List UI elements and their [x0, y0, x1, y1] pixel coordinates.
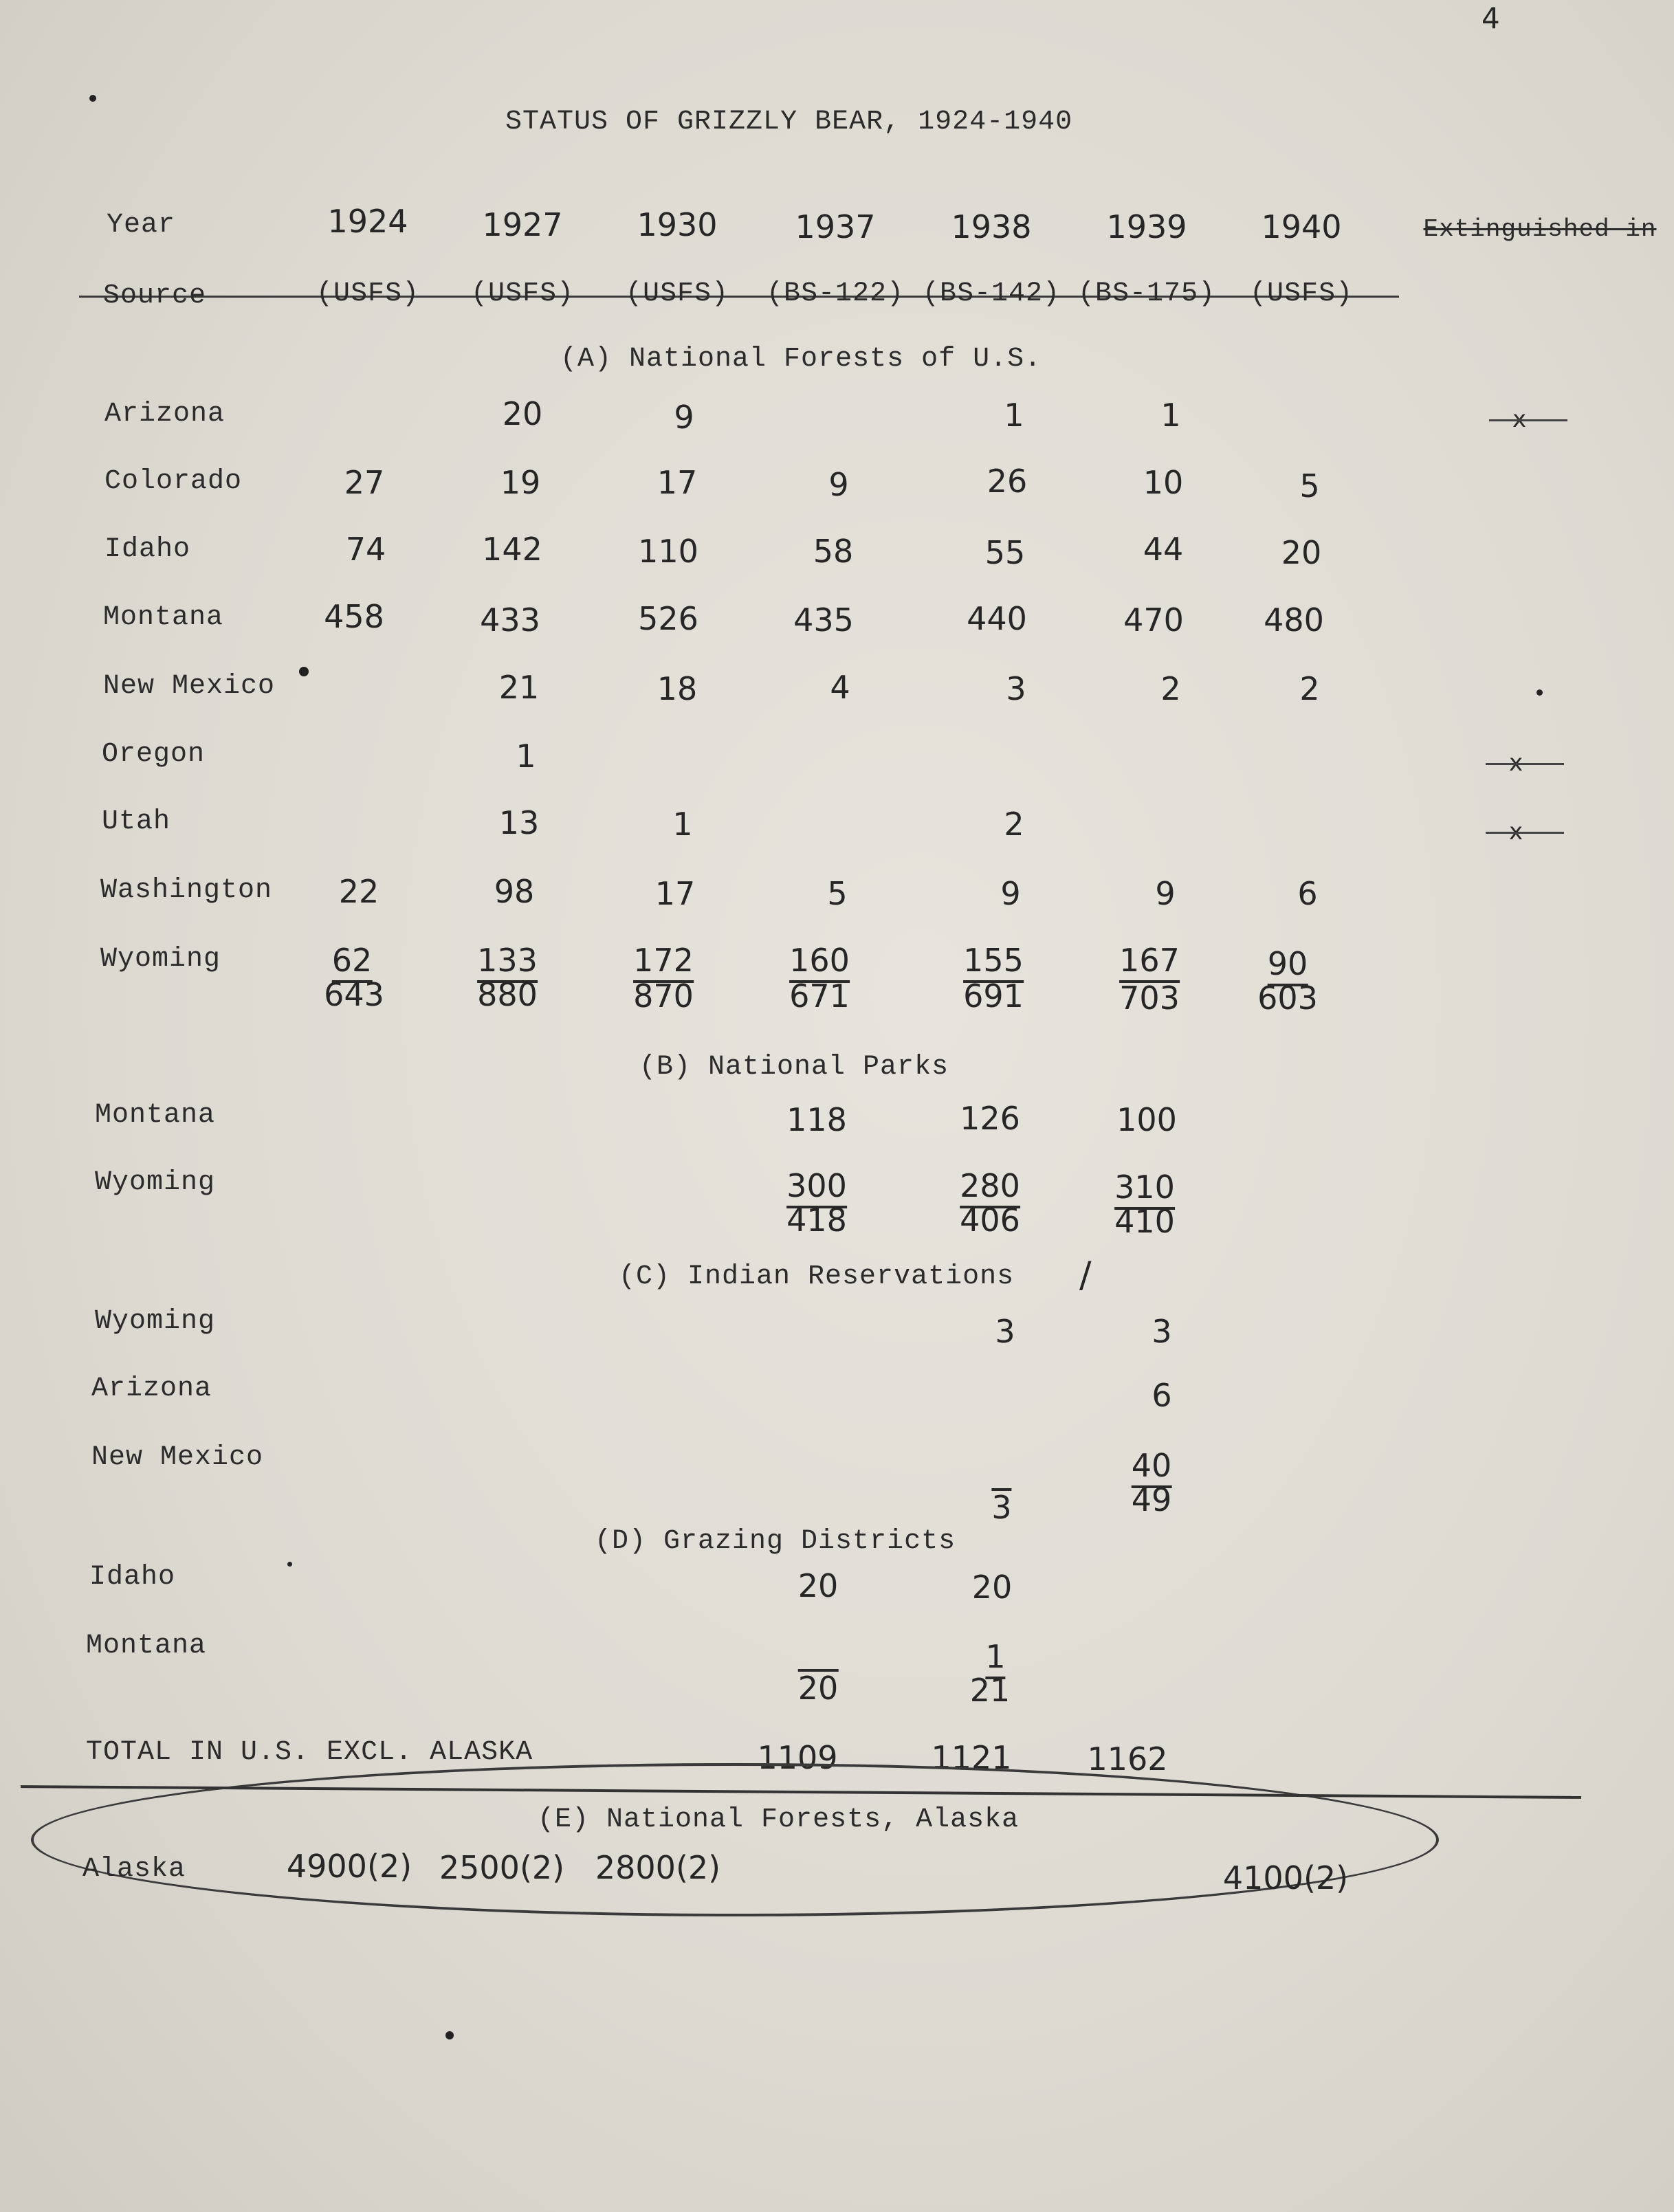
- cell: 6: [1297, 875, 1318, 912]
- total-c-1939: 49: [1131, 1481, 1172, 1518]
- cell: 62: [332, 942, 373, 983]
- cell: 17: [657, 464, 698, 501]
- total-a-1937: 671: [789, 977, 850, 1015]
- state-new-mexico-res: New Mexico: [91, 1442, 264, 1473]
- cell: 1: [672, 806, 693, 843]
- cell: 4900(2): [286, 1848, 412, 1885]
- source-1937: (BS-122): [766, 278, 905, 309]
- cell: 27: [344, 464, 385, 501]
- cell: 1: [516, 738, 536, 775]
- cell: 2: [1004, 806, 1024, 843]
- cell: 20: [971, 1569, 1013, 1606]
- grand-total-1938: 1121: [931, 1739, 1012, 1776]
- cell: 2800(2): [595, 1849, 721, 1886]
- state-idaho: Idaho: [104, 534, 191, 565]
- year-label: Year: [107, 210, 176, 241]
- cell: 55: [984, 534, 1026, 571]
- cell: 4100(2): [1222, 1859, 1349, 1896]
- cell: 21: [498, 669, 540, 706]
- cell: 90: [1268, 945, 1308, 986]
- year-1930: 1930: [637, 206, 718, 243]
- section-d-heading: (D) Grazing Districts: [595, 1526, 956, 1557]
- state-montana-parks: Montana: [95, 1100, 216, 1131]
- state-arizona-res: Arizona: [91, 1373, 212, 1404]
- extinct-mark-utah: x: [1509, 818, 1523, 845]
- cell: 9: [1155, 875, 1176, 912]
- state-washington: Washington: [100, 875, 273, 906]
- state-idaho-grazing: Idaho: [89, 1562, 176, 1593]
- source-1930: (USFS): [625, 278, 729, 309]
- cell: 5: [1299, 467, 1320, 505]
- ink-speck: [287, 1562, 292, 1567]
- state-new-mexico: New Mexico: [103, 671, 276, 702]
- total-a-1927: 880: [477, 976, 538, 1013]
- cell: 3: [1006, 670, 1026, 707]
- cell: 20: [502, 395, 543, 432]
- cell: 2: [1160, 670, 1181, 707]
- cell: 5: [827, 875, 848, 912]
- page-title: STATUS OF GRIZZLY BEAR, 1924-1940: [505, 107, 1073, 137]
- cell: 133: [477, 942, 538, 983]
- state-montana-grazing: Montana: [86, 1630, 207, 1661]
- cell: 440: [967, 600, 1027, 637]
- cell: 10: [1143, 464, 1184, 501]
- ink-speck: [299, 667, 309, 676]
- total-b-1939: 410: [1114, 1203, 1175, 1240]
- section-e-heading: (E) National Forests, Alaska: [538, 1804, 1020, 1835]
- total-a-1924: 643: [324, 976, 384, 1013]
- state-montana: Montana: [103, 602, 224, 633]
- cell: 310: [1114, 1169, 1175, 1210]
- grand-total-1939: 1162: [1087, 1740, 1168, 1778]
- state-wyoming: Wyoming: [100, 944, 221, 975]
- source-1940: (USFS): [1249, 278, 1354, 309]
- cell: 20: [797, 1567, 839, 1604]
- section-b-heading: (B) National Parks: [639, 1052, 949, 1083]
- grand-total-label: TOTAL IN U.S. EXCL. ALASKA: [86, 1737, 533, 1768]
- source-1924: (USFS): [316, 278, 420, 309]
- extinct-mark-oregon: x: [1509, 749, 1523, 777]
- cell: 2: [1299, 670, 1320, 707]
- cell: 44: [1143, 531, 1184, 568]
- year-1939: 1939: [1106, 208, 1187, 245]
- cell: 480: [1264, 601, 1324, 639]
- cell: 19: [500, 464, 541, 501]
- state-arizona: Arizona: [104, 399, 225, 430]
- state-wyoming-parks: Wyoming: [95, 1167, 216, 1198]
- cell: 160: [789, 942, 850, 983]
- source-1938: (BS-142): [922, 278, 1061, 309]
- ink-speck: [1537, 689, 1543, 696]
- cell: 172: [633, 942, 694, 983]
- cell: 26: [987, 463, 1028, 500]
- cell: 13: [498, 804, 540, 841]
- cell: 9: [828, 466, 849, 503]
- cell: 17: [654, 875, 696, 912]
- cell: 526: [638, 600, 698, 637]
- extinguished-header: Extinguished in: [1423, 215, 1657, 243]
- cell: 20: [1281, 534, 1322, 571]
- state-alaska: Alaska: [82, 1854, 186, 1885]
- ink-speck: [445, 2031, 454, 2039]
- cell: 9: [1000, 875, 1021, 912]
- cell: 1: [1160, 397, 1181, 434]
- total-c-1938: 3: [991, 1489, 1012, 1526]
- year-1937: 1937: [795, 208, 876, 245]
- cell: 433: [480, 601, 540, 639]
- cell: 280: [960, 1167, 1020, 1208]
- cell: 18: [657, 670, 698, 707]
- source-1927: (USFS): [470, 278, 575, 309]
- section-a-heading: (A) National Forests of U.S.: [560, 344, 1042, 375]
- cell: 40: [1132, 1447, 1172, 1488]
- cell: 58: [813, 533, 854, 570]
- total-a-1938: 691: [963, 977, 1024, 1015]
- state-colorado: Colorado: [104, 466, 243, 497]
- page-number: 4: [1482, 1, 1500, 35]
- state-wyoming-res: Wyoming: [95, 1306, 216, 1337]
- extinct-mark-arizona: x: [1512, 406, 1527, 433]
- cell: 74: [345, 531, 386, 568]
- cell: 2500(2): [439, 1849, 565, 1886]
- cell: 1: [1004, 397, 1024, 434]
- year-1938: 1938: [951, 208, 1032, 245]
- cell: 167: [1119, 942, 1180, 983]
- state-utah: Utah: [102, 806, 171, 837]
- cell: 6: [1152, 1377, 1172, 1414]
- section-c-heading: (C) Indian Reservations: [619, 1261, 1015, 1292]
- cell: 110: [638, 533, 698, 570]
- slash-mark: /: [1079, 1254, 1092, 1296]
- total-a-1930: 870: [633, 977, 694, 1015]
- state-oregon: Oregon: [102, 739, 206, 770]
- grand-total-1937: 1109: [757, 1739, 838, 1776]
- cell: 9: [674, 399, 694, 436]
- total-a-1939: 703: [1119, 980, 1180, 1017]
- total-a-1940: 603: [1257, 980, 1318, 1017]
- cell: 458: [324, 598, 384, 635]
- year-1927: 1927: [482, 206, 563, 243]
- cell: 3: [995, 1313, 1015, 1350]
- cell: 126: [960, 1100, 1020, 1137]
- cell: 435: [793, 601, 854, 639]
- cell: 142: [482, 531, 542, 568]
- source-label: Source: [103, 280, 207, 311]
- year-1924: 1924: [327, 203, 408, 240]
- total-b-1938: 406: [960, 1202, 1020, 1239]
- ink-speck: [89, 95, 96, 102]
- cell: 300: [786, 1167, 847, 1208]
- cell: 3: [1152, 1313, 1172, 1350]
- cell: 118: [786, 1101, 847, 1138]
- total-b-1937: 418: [786, 1202, 847, 1239]
- total-d-1937: 20: [797, 1670, 839, 1707]
- cell: 470: [1123, 601, 1184, 639]
- cell: 1: [985, 1638, 1005, 1679]
- source-1939: (BS-175): [1077, 278, 1216, 309]
- cell: 155: [963, 942, 1024, 983]
- year-1940: 1940: [1261, 208, 1342, 245]
- cell: 98: [494, 873, 535, 910]
- total-d-1938: 21: [969, 1672, 1011, 1709]
- cell: 22: [338, 873, 379, 910]
- cell: 100: [1116, 1101, 1177, 1138]
- cell: 4: [830, 669, 850, 706]
